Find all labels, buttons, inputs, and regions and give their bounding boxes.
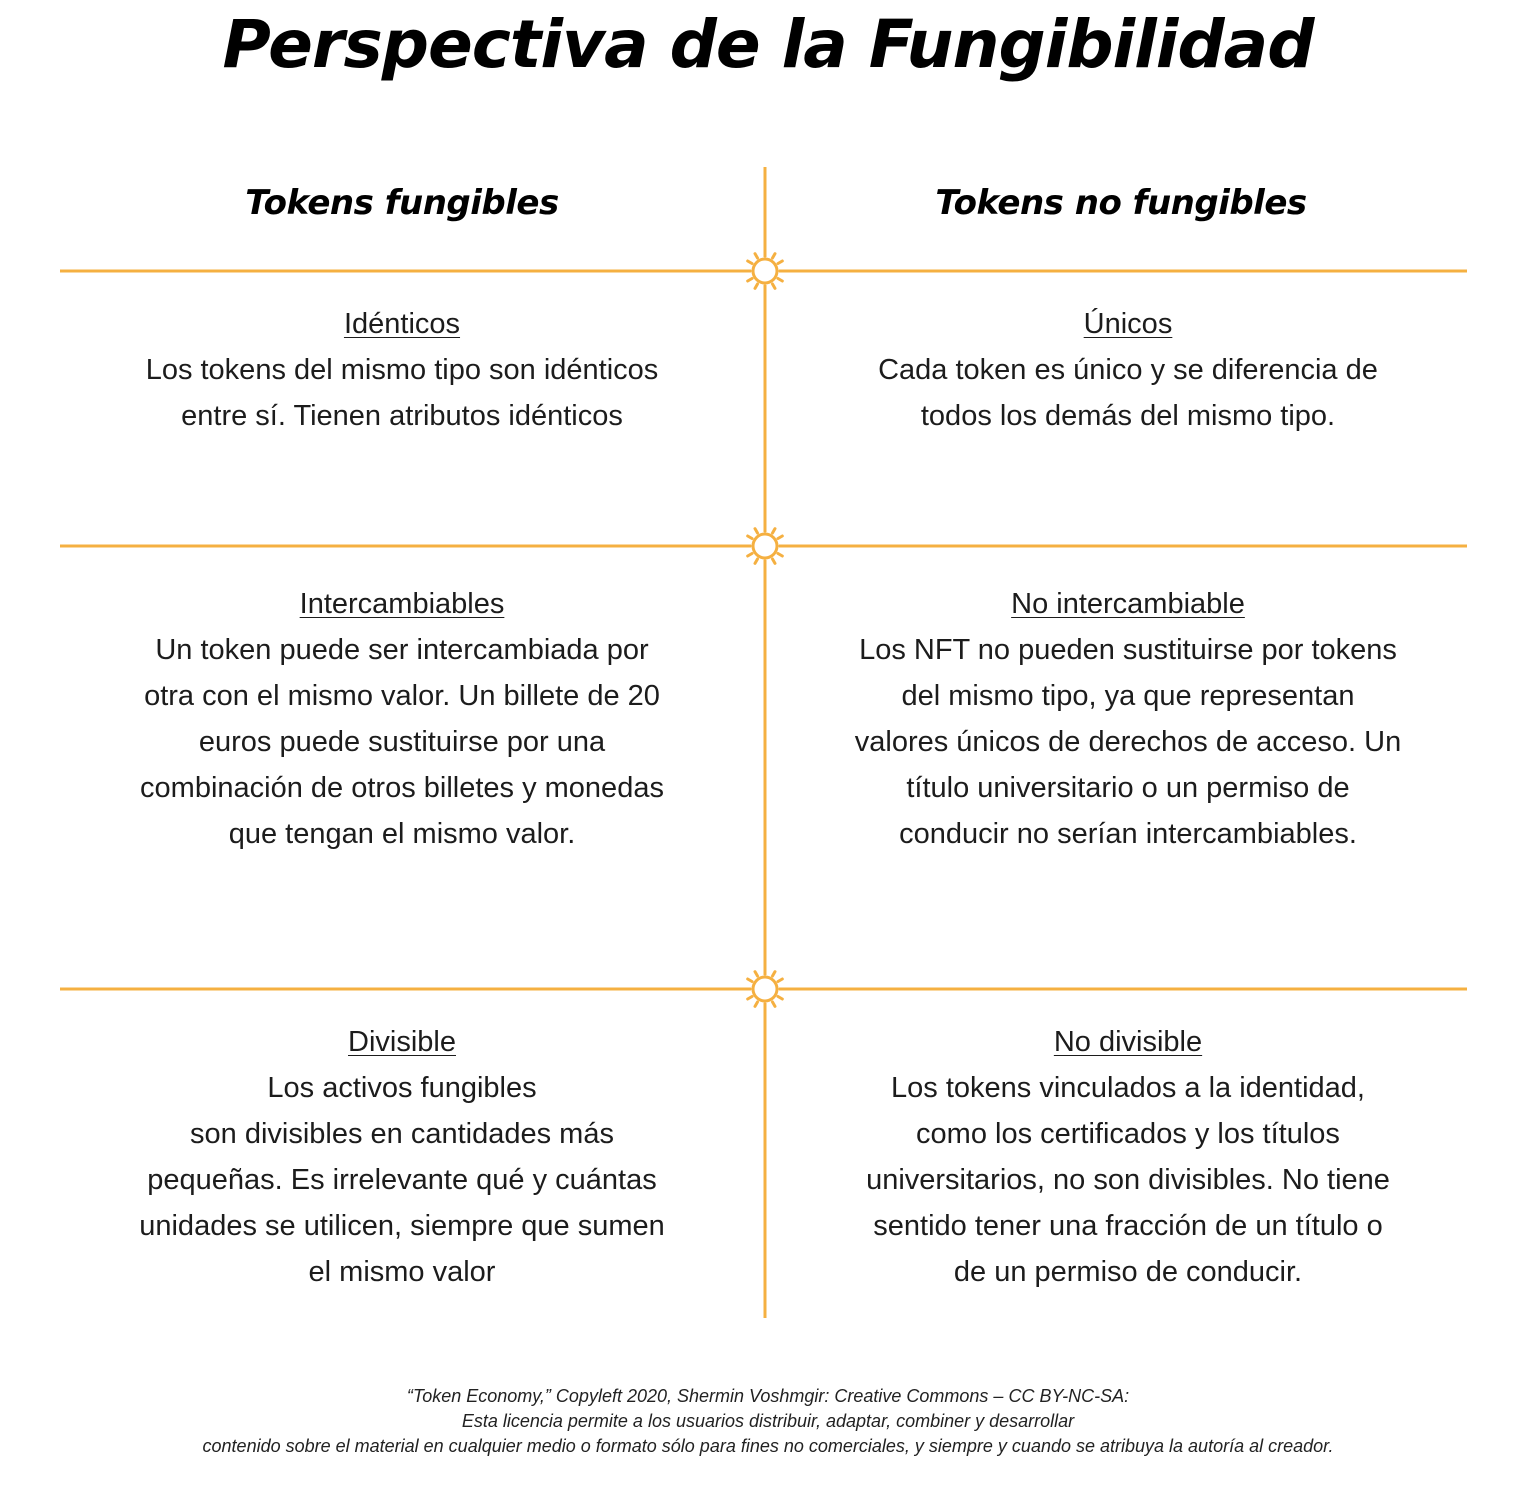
cell-body: Los tokens vinculados a la identidad, como los certificados y los títulos universitarios, no son divisibles. No tiene sentido tener una fracción de un título o de un permiso de conducir. — [866, 1072, 1390, 1288]
cell-heading: Únicos — [1083, 308, 1173, 340]
cell-divisible — [82, 1019, 722, 1295]
sun-icon-3 — [745, 969, 785, 1009]
cell-no-intercambiable — [808, 581, 1448, 857]
cell-heading: No divisible — [1053, 1026, 1203, 1058]
cell-body: Los NFT no pueden sustituirse por tokens del mismo tipo, ya que representan valores únicos de derechos de acceso. Un título universitario o un permiso de conducir no serían intercambiables. — [854, 634, 1402, 850]
cell-body: Cada token es único y se diferencia de todos los demás del mismo tipo. — [878, 354, 1378, 432]
cell-body: Un token puede ser intercambiada por otra con el mismo valor. Un billete de 20 euros puede sustituirse por una combinación de otros billetes y monedas que tengan el mismo valor. — [140, 634, 664, 850]
footer-line: Esta licencia permite a los usuarios distribuir, adaptar, combiner y desarrollar — [461, 1411, 1075, 1431]
cell-no-divisible — [808, 1019, 1448, 1295]
column-header-non-fungible: Tokens no fungibles — [935, 183, 1307, 223]
cell-body: Los tokens del mismo tipo son idénticos entre sí. Tienen atributos idénticos — [145, 354, 659, 432]
footer-line: “Token Economy,” Copyleft 2020, Shermin Voshmgir: Creative Commons – CC BY-NC-SA: — [406, 1386, 1130, 1406]
license-footer — [0, 1384, 1536, 1459]
cell-heading: Divisible — [348, 1026, 456, 1058]
cell-body: Los activos fungibles son divisibles en cantidades más pequeñas. Es irrelevante qué y cuántas unidades se utilicen, siempre que sumen el mismo valor — [139, 1072, 665, 1288]
cell-heading: No intercambiable — [1011, 588, 1245, 620]
footer-line: contenido sobre el material en cualquier medio o formato sólo para fines no comerciales, y siempre y cuando se atribuya la autoría al creador. — [202, 1436, 1334, 1456]
sun-icon-2 — [745, 526, 785, 566]
cell-intercambiables — [82, 581, 722, 857]
cell-heading: Idénticos — [343, 308, 461, 340]
cell-heading: Intercambiables — [299, 588, 505, 620]
cell-unicos — [808, 301, 1448, 439]
cell-identicos — [82, 301, 722, 439]
page-title: Perspectiva de la Fungibilidad — [222, 6, 1314, 83]
column-header-fungible: Tokens fungibles — [245, 183, 559, 223]
sun-icon-1 — [745, 251, 785, 291]
